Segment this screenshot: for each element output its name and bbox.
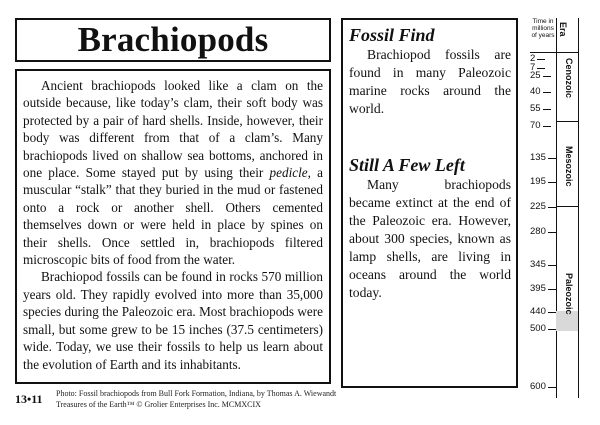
credit-line-1: Photo: Fossil brachiopods from Bull Fork Formation, Indiana, by Thomas A. Wiewandt <box>56 389 337 398</box>
tick-195 <box>530 177 556 187</box>
fossil-find-heading: Fossil Find <box>349 25 435 45</box>
geologic-timeline <box>530 18 582 398</box>
tick-70 <box>530 121 551 131</box>
tick-500 <box>530 324 556 334</box>
main-text-box <box>15 69 331 384</box>
title-box <box>15 18 331 62</box>
tick-40 <box>530 87 551 97</box>
timeline-header-era: Era <box>558 22 568 37</box>
era-label-cenozoic: Cenozoic <box>564 58 574 99</box>
tick-label-225: 225 <box>530 201 546 212</box>
page-title: Brachiopods <box>77 20 269 59</box>
tick-label-280: 280 <box>530 226 546 237</box>
photo-credit <box>56 388 336 410</box>
tick-label-440: 440 <box>530 306 546 317</box>
tick-label-195: 195 <box>530 176 546 187</box>
tick-label-500: 500 <box>530 323 546 334</box>
tick-label-600: 600 <box>530 381 546 392</box>
era-label-paleozoic: Paleozoic <box>564 273 574 315</box>
main-paragraph-2: Brachiopod fossils can be found in rocks 570 million years old. They rapidly evolved into more than 35,000 species during the Paleozoic era. Most brachiopods were small, but some grew to be 15 inches (37.5 centimeters) wide. Today, we use their fossils to help us learn about the evolution of Earth and its inhabitants. <box>23 269 323 372</box>
tick-label-70: 70 <box>530 120 541 131</box>
era-label-mesozoic: Mesozoic <box>564 146 574 187</box>
tick-135 <box>530 153 556 163</box>
fossil-find-body: Brachiopod fossils are found in many Paleozoic marine rocks around the world. <box>349 47 511 116</box>
era-boundary-cenozoic-mesozoic <box>556 121 578 122</box>
tick-440 <box>530 307 556 317</box>
timeline-axis-line <box>556 18 557 398</box>
era-boundary-mesozoic-paleozoic <box>556 206 578 207</box>
tick-225 <box>530 202 556 212</box>
pedicle-term: pedicle <box>269 165 308 181</box>
tick-label-395: 395 <box>530 283 546 294</box>
side-box <box>341 18 518 388</box>
still-a-few-left-heading: Still A Few Left <box>349 155 465 175</box>
tick-label-7: 7 <box>530 62 536 73</box>
tick-345 <box>530 260 556 270</box>
timeline-header-divider <box>530 52 578 53</box>
timeline-right-border <box>578 18 579 398</box>
tick-25 <box>530 71 551 81</box>
credit-line-2: Treasures of the Earth™ © Grolier Enterprises Inc. MCMXCIX <box>56 400 261 409</box>
card-number: 13•11 <box>15 392 43 406</box>
tick-label-135: 135 <box>530 152 546 163</box>
tick-55 <box>530 104 551 114</box>
tick-label-25: 25 <box>530 70 541 81</box>
tick-label-2: 2 <box>530 53 536 64</box>
still-a-few-left-body: Many brachiopods became extinct at the end of the Paleozoic era. However, about 300 species, known as lamp shells, are living in oceans around the world today. <box>349 177 511 300</box>
tick-395 <box>530 284 556 294</box>
main-paragraph-1b: , a muscular “stalk” that they buried in the mud or fastened onto a rock or another shell. Others cemented themselves down or were held in place by spines on their shells. Once settled in, brachiopods filtered microscopic bits of food from the water. <box>23 165 323 268</box>
tick-label-40: 40 <box>530 86 541 97</box>
fossil-find-text <box>349 46 511 118</box>
timeline-header-time: Time in millions of years <box>531 18 555 39</box>
tick-label-345: 345 <box>530 259 546 270</box>
main-paragraph-1 <box>23 77 323 268</box>
still-a-few-left-text <box>349 176 511 302</box>
tick-label-55: 55 <box>530 103 541 114</box>
tick-600 <box>530 382 556 392</box>
tick-280 <box>530 227 556 237</box>
main-paragraph-1a: Ancient brachiopods looked like a clam on the outside because, like today’s clam, their soft body was protected by a pair of hard shells. Inside, however, their body was different from that of a clam’s. Many brachiopods lived on shallow sea bottoms, anchored in one place. Some stayed put by using their <box>23 78 323 181</box>
